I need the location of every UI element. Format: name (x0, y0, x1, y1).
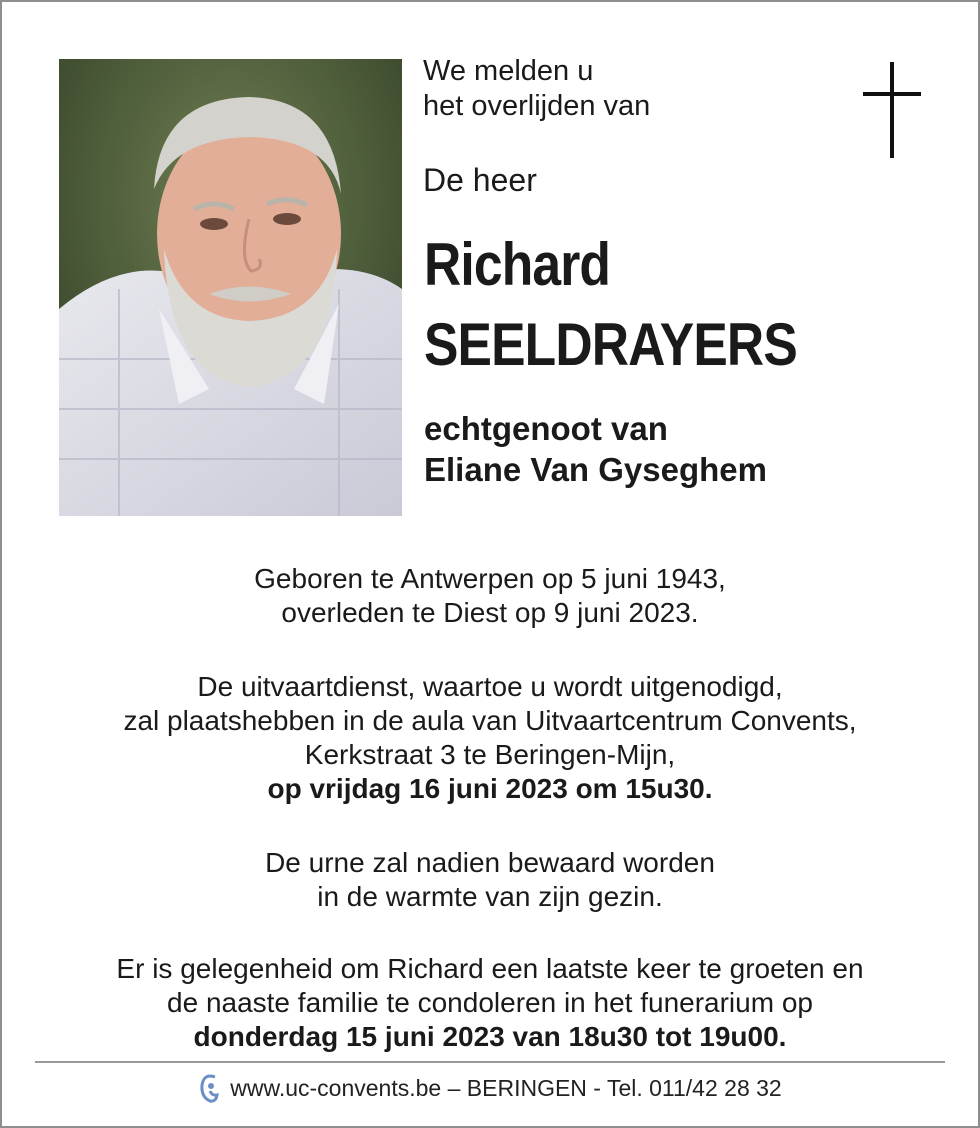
birth-death-block (40, 562, 940, 630)
service-block (40, 670, 940, 806)
urn-line-2: in de warmte van zijn gezin. (317, 881, 663, 912)
service-line-1: De uitvaartdienst, waartoe u wordt uitgenodigd, (197, 671, 783, 702)
death-line: overleden te Diest op 9 juni 2023. (281, 597, 699, 628)
first-name: Richard (424, 231, 611, 298)
service-line-3: Kerkstraat 3 te Beringen-Mijn, (304, 739, 676, 770)
intro-line-1: We melden u (423, 55, 594, 87)
footer-divider (35, 1061, 945, 1063)
urn-line-1: De urne zal nadien bewaard worden (265, 847, 715, 878)
urn-block (40, 846, 940, 914)
service-line-2: zal plaatshebben in de aula van Uitvaartcentrum Convents, (123, 705, 857, 736)
spouse-info (424, 408, 767, 490)
uc-convents-logo-icon (198, 1071, 220, 1105)
birth-line: Geboren te Antwerpen op 5 juni 1943, (254, 563, 726, 594)
spouse-line-2: Eliane Van Gyseghem (424, 451, 767, 488)
visitation-line-1: Er is gelegenheid om Richard een laatste keer te groeten en (116, 953, 864, 984)
footer-contact[interactable]: www.uc-convents.be – BERINGEN - Tel. 011/42 28 32 (230, 1074, 782, 1101)
visitation-line-2: de naaste familie te condoleren in het funerarium op (167, 987, 813, 1018)
visitation-date: donderdag 15 juni 2023 van 18u30 tot 19u00. (193, 1021, 787, 1052)
last-name: SEELDRAYERS (424, 311, 797, 378)
announcement-intro (423, 54, 650, 124)
cross-icon (863, 62, 923, 165)
footer (0, 1068, 980, 1108)
service-date: op vrijdag 16 juni 2023 om 15u30. (267, 773, 713, 804)
honorific-title: De heer (423, 162, 537, 198)
intro-line-2: het overlijden van (423, 90, 651, 122)
visitation-block (40, 952, 940, 1054)
spouse-line-1: echtgenoot van (424, 410, 668, 447)
portrait-photo (59, 59, 402, 516)
